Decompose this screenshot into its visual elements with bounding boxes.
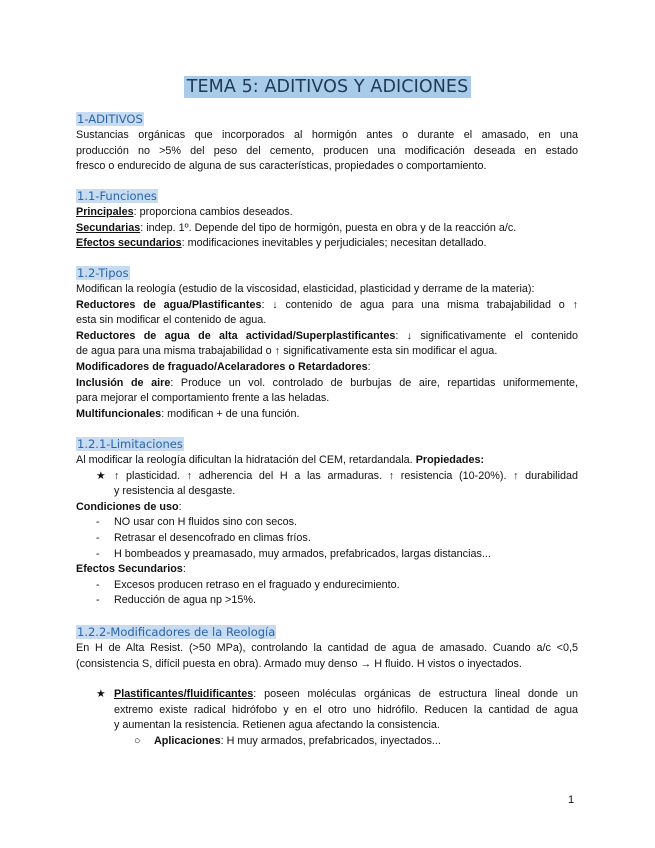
dash-item: - Retrasar el desencofrado en climas fríos. — [96, 531, 311, 544]
dash-item: - H bombeados y preamasado, muy armados, prefabricados, largas distancias... — [96, 547, 491, 560]
star-bullet-icon: ★ — [96, 469, 106, 482]
text-line: producción no >5% del peso del cemento, producen una modificación deseada en estado — [76, 144, 578, 157]
tipo-item: Modificadores de fraguado/Acelaradores o Retardadores: — [76, 360, 371, 373]
section-modificadores — [76, 625, 578, 642]
page-number: 1 — [568, 794, 575, 806]
tipo-item-cont: esta sin modificar el contenido de agua. — [76, 314, 267, 327]
section-limitaciones — [76, 437, 578, 454]
funcion-item: Efectos secundarios: modificaciones inevitables y perjudiciales; necesitan detallado. — [76, 237, 487, 250]
star-item: ★ ↑ plasticidad. ↑ adherencia del H a las armaduras. ↑ resistencia (10-20%). ↑ durabilidad y resistencia al desgaste. — [96, 469, 578, 498]
dash-item: - Reducción de agua np >15%. — [96, 594, 256, 607]
efectos-heading: Efectos Secundarios: — [76, 563, 186, 576]
condiciones-heading: Condiciones de uso: — [76, 500, 182, 513]
limitaciones-intro: Al modificar la reología dificultan la hidratación del CEM, retardandala. Propiedades: — [76, 454, 485, 466]
title-wrap — [0, 76, 655, 98]
section-heading: 1.2.1-Limitaciones — [77, 437, 183, 451]
modificadores-paragraph — [76, 641, 578, 672]
section-heading: 1.2.2-Modificadores de la Reología — [77, 625, 276, 639]
section-aditivos — [76, 112, 578, 129]
section-heading: 1.1-Funciones — [77, 189, 157, 203]
aditivos-paragraph — [76, 128, 578, 175]
tipos-content — [76, 282, 578, 422]
section-heading: 1-ADITIVOS — [77, 112, 143, 126]
circle-bullet-icon: ○ — [134, 734, 141, 747]
dash-item: - Excesos producen retraso en el fraguado y endurecimiento. — [96, 578, 400, 591]
tipos-intro: Modifican la reología (estudio de la viscosidad, elasticidad, plasticidad y derrame de la materia): — [76, 283, 535, 295]
tipo-item-cont: para mejorar el comportamiento frente a las heladas. — [76, 392, 330, 405]
modificadores-list — [76, 687, 578, 749]
circle-item: ○ Aplicaciones: H muy armados, prefabricados, inyectados... — [76, 734, 578, 750]
text-line: (consistencia S, difícil puesta en obra). Armado muy denso → H fluido. H vistos o inyectados. — [76, 657, 522, 670]
tipo-item: Multifuncionales: modifican + de una función. — [76, 407, 300, 420]
funciones-list — [76, 205, 578, 252]
star-item: ★ Plastificantes/fluidificantes: poseen moléculas orgánicas de estructura lineal donde un extremo existe radical hidrófobo y en el otro uno hidrófilo. Reducen la cantidad de agua y aumentan la resistencia. Retienen agua afectando la consistencia. — [96, 688, 578, 732]
tipo-item: Reductores de agua de alta actividad/Superplastificantes: ↓ significativamente el contenido — [76, 329, 578, 342]
text-line: En H de Alta Resist. (>50 MPa), controlando la cantidad de agua de amasado. Cuando a/c <0,5 — [76, 642, 578, 654]
limitaciones-content — [76, 453, 578, 609]
text-line: Sustancias orgánicas que incorporados al hormigón antes o durante el amasado, en una — [76, 129, 578, 141]
tipo-item-cont: de agua para una misma trabajabilidad o ↑ significativamente esta sin modificar el agua. — [76, 345, 498, 358]
text-line: fresco o endurecido de alguna de sus características, propiedades o comportamiento. — [76, 160, 487, 173]
funcion-item: Principales: proporciona cambios deseados. — [76, 206, 293, 218]
tipo-item: Inclusión de aire: Produce un vol. controlado de burbujas de aire, repartidas uniformemente, — [76, 376, 578, 389]
tipo-item: Reductores de agua/Plastificantes: ↓ contenido de agua para una misma trabajabilidad o ↑ — [76, 298, 579, 311]
page-title: TEMA 5: ADITIVOS Y ADICIONES — [184, 76, 472, 98]
section-tipos — [76, 266, 578, 283]
star-bullet-icon: ★ — [96, 688, 106, 700]
section-heading: 1.2-Tipos — [77, 266, 129, 280]
section-funciones — [76, 189, 578, 206]
dash-item: - NO usar con H fluidos sino con secos. — [96, 516, 298, 529]
funcion-item: Secundarias: indep. 1º. Depende del tipo de hormigón, puesta en obra y de la reacción a/c. — [76, 221, 517, 234]
